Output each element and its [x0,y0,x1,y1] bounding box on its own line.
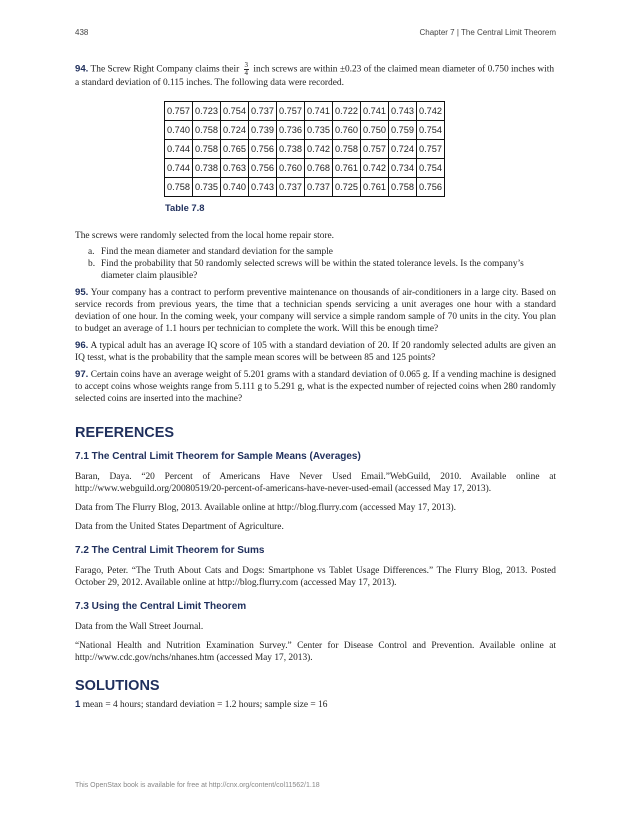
exercise-number: 95. [75,287,89,298]
table-cell: 0.758 [193,121,221,140]
table-cell: 0.741 [361,102,389,121]
section-heading: 7.3 Using the Central Limit Theorem [75,601,247,612]
solution-number: 1 [75,699,81,710]
table-cell: 0.735 [305,121,333,140]
exercise-text: Certain coins have an average weight of 5.201 grams with a standard deviation of 0.065 g. If a vending machine is designed to accept coins whose weights range from 5.111 g to 5.291 g, what is the expected number of rejected coins when 280 randomly selected coins are inserted into the machine? [75,370,556,404]
exercise-97 [75,369,556,405]
exercise-94-parts [75,246,556,282]
table-cell: 0.722 [333,102,361,121]
table-cell: 0.736 [277,121,305,140]
table-cell: 0.724 [389,140,417,159]
table-cell: 0.760 [277,159,305,178]
table-caption: Table 7.8 [165,202,205,213]
table-cell: 0.744 [165,159,193,178]
table-cell: 0.738 [277,140,305,159]
data-table [164,101,445,197]
table-cell: 0.723 [193,102,221,121]
table-cell: 0.737 [305,178,333,197]
table-cell: 0.734 [389,159,417,178]
table-cell: 0.756 [249,140,277,159]
table-cell: 0.758 [165,178,193,197]
reference-entry: “National Health and Nutrition Examination Survey.” Center for Disease Control and Prevention. Available online at http://www.cdc.gov/nchs/nhanes.htm (accessed May 17, 2013). [75,641,556,663]
table-cell: 0.757 [277,102,305,121]
exercise-number: 94. [75,63,89,75]
exercise-number: 96. [75,340,89,351]
table-cell: 0.741 [305,102,333,121]
table-cell: 0.744 [165,140,193,159]
table-cell: 0.742 [417,102,445,121]
fraction-numerator: 3 [244,61,249,69]
solution-item [75,699,556,711]
table-cell: 0.757 [361,140,389,159]
table-cell: 0.757 [417,140,445,159]
list-item-text: Find the mean diameter and standard deviation for the sample [101,247,333,257]
list-item-text: Find the probability that 50 randomly selected screws will be within the stated tolerance levels. Is the company’s diameter claim plausible? [101,259,524,281]
table-cell: 0.742 [361,159,389,178]
reference-entry: Data from The Flurry Blog, 2013. Available online at http://blog.flurry.com (accessed May 17, 2013). [75,503,456,513]
reference-entry: Farago, Peter. “The Truth About Cats and Dogs: Smartphone vs Tablet Usage Differences.” The Flurry Blog, 2013. Posted October 29, 2012. Available online at http://blog.flurry.com (accessed May 17, 2013). [75,566,556,588]
table-cell: 0.759 [389,121,417,140]
table-row [165,102,445,121]
list-letter: a. [88,247,95,257]
exercise-text: inch screws are within ±0.23 of the claimed mean diameter of 0.750 inches with a standard deviation of 0.115 inches. The following data were recorded. [75,64,555,88]
table-cell: 0.754 [417,121,445,140]
table-cell: 0.756 [417,178,445,197]
exercise-94-intro: The screws were randomly selected from the local home repair store. [75,231,335,241]
table-row [165,159,445,178]
table-cell: 0.742 [305,140,333,159]
references-section [75,427,556,664]
section-heading: 7.2 The Central Limit Theorem for Sums [75,545,265,556]
table-row [165,121,445,140]
exercise-96 [75,340,556,364]
table-cell: 0.743 [389,102,417,121]
table-cell: 0.754 [417,159,445,178]
table-cell: 0.738 [193,159,221,178]
table-cell: 0.725 [333,178,361,197]
reference-entry: Baran, Daya. “20 Percent of Americans Have Never Used Email.”WebGuild, 2010. Available online at http://www.webguild.org/20080519/20-percent-of-americans-have-never-used-email (accessed May 17, 2013). [75,472,556,494]
table-cell: 0.768 [305,159,333,178]
fraction-denominator: 4 [244,69,249,77]
solutions-section [75,680,556,711]
list-letter: b. [88,259,96,269]
page-footer: This OpenStax book is available for free at http://cnx.org/content/col11562/1.18 [75,782,320,789]
table-cell: 0.724 [221,121,249,140]
list-item [88,246,556,258]
table-cell: 0.757 [165,102,193,121]
table-cell: 0.761 [361,178,389,197]
exercise-number: 97. [75,369,89,380]
table-cell: 0.760 [333,121,361,140]
table-cell: 0.740 [165,121,193,140]
table-cell: 0.758 [389,178,417,197]
table-cell: 0.758 [333,140,361,159]
exercise-95 [75,287,556,335]
exercise-text: A typical adult has an average IQ score of 105 with a standard deviation of 20. If 20 randomly selected adults are given an IQ tesst, what is the probability that the sample mean scores will be between 85 and 125 points? [75,341,556,363]
exercise-text: The Screw Right Company claims their [90,64,240,75]
section-heading: 7.1 The Central Limit Theorem for Sample Means (Averages) [75,451,361,462]
table-cell: 0.756 [249,159,277,178]
table-cell: 0.737 [249,102,277,121]
solution-text: mean = 4 hours; standard deviation = 1.2 hours; sample size = 16 [82,700,328,710]
reference-entry: Data from the United States Department of Agriculture. [75,522,284,532]
table-cell: 0.740 [221,178,249,197]
list-item [88,258,556,282]
table-cell: 0.739 [249,121,277,140]
page-number: 438 [75,28,89,37]
table-cell: 0.765 [221,140,249,159]
table-cell: 0.763 [221,159,249,178]
table-cell: 0.750 [361,121,389,140]
table-cell: 0.761 [333,159,361,178]
solutions-heading: SOLUTIONS [75,678,160,694]
references-heading: REFERENCES [75,425,175,441]
table-cell: 0.754 [221,102,249,121]
table-cell: 0.737 [277,178,305,197]
table-cell: 0.758 [193,140,221,159]
table-row [165,178,445,197]
chapter-title: Chapter 7 | The Central Limit Theorem [419,28,556,37]
table-row [165,140,445,159]
exercise-94 [75,62,556,89]
page-content [75,62,556,711]
table-cell: 0.735 [193,178,221,197]
reference-entry: Data from the Wall Street Journal. [75,622,204,632]
fraction [244,62,250,77]
exercise-text: Your company has a contract to perform preventive maintenance on thousands of air-conditioners in a large city. Based on service records from previous years, the time that a technician spends servicing a unit averages one hour with a standard deviation of one hour. In the coming week, your company will service a simple random sample of 70 units in the city. You plan to budget an average of 1.1 hours per technician to complete the work. Will this be enough time? [75,288,556,334]
table-cell: 0.743 [249,178,277,197]
